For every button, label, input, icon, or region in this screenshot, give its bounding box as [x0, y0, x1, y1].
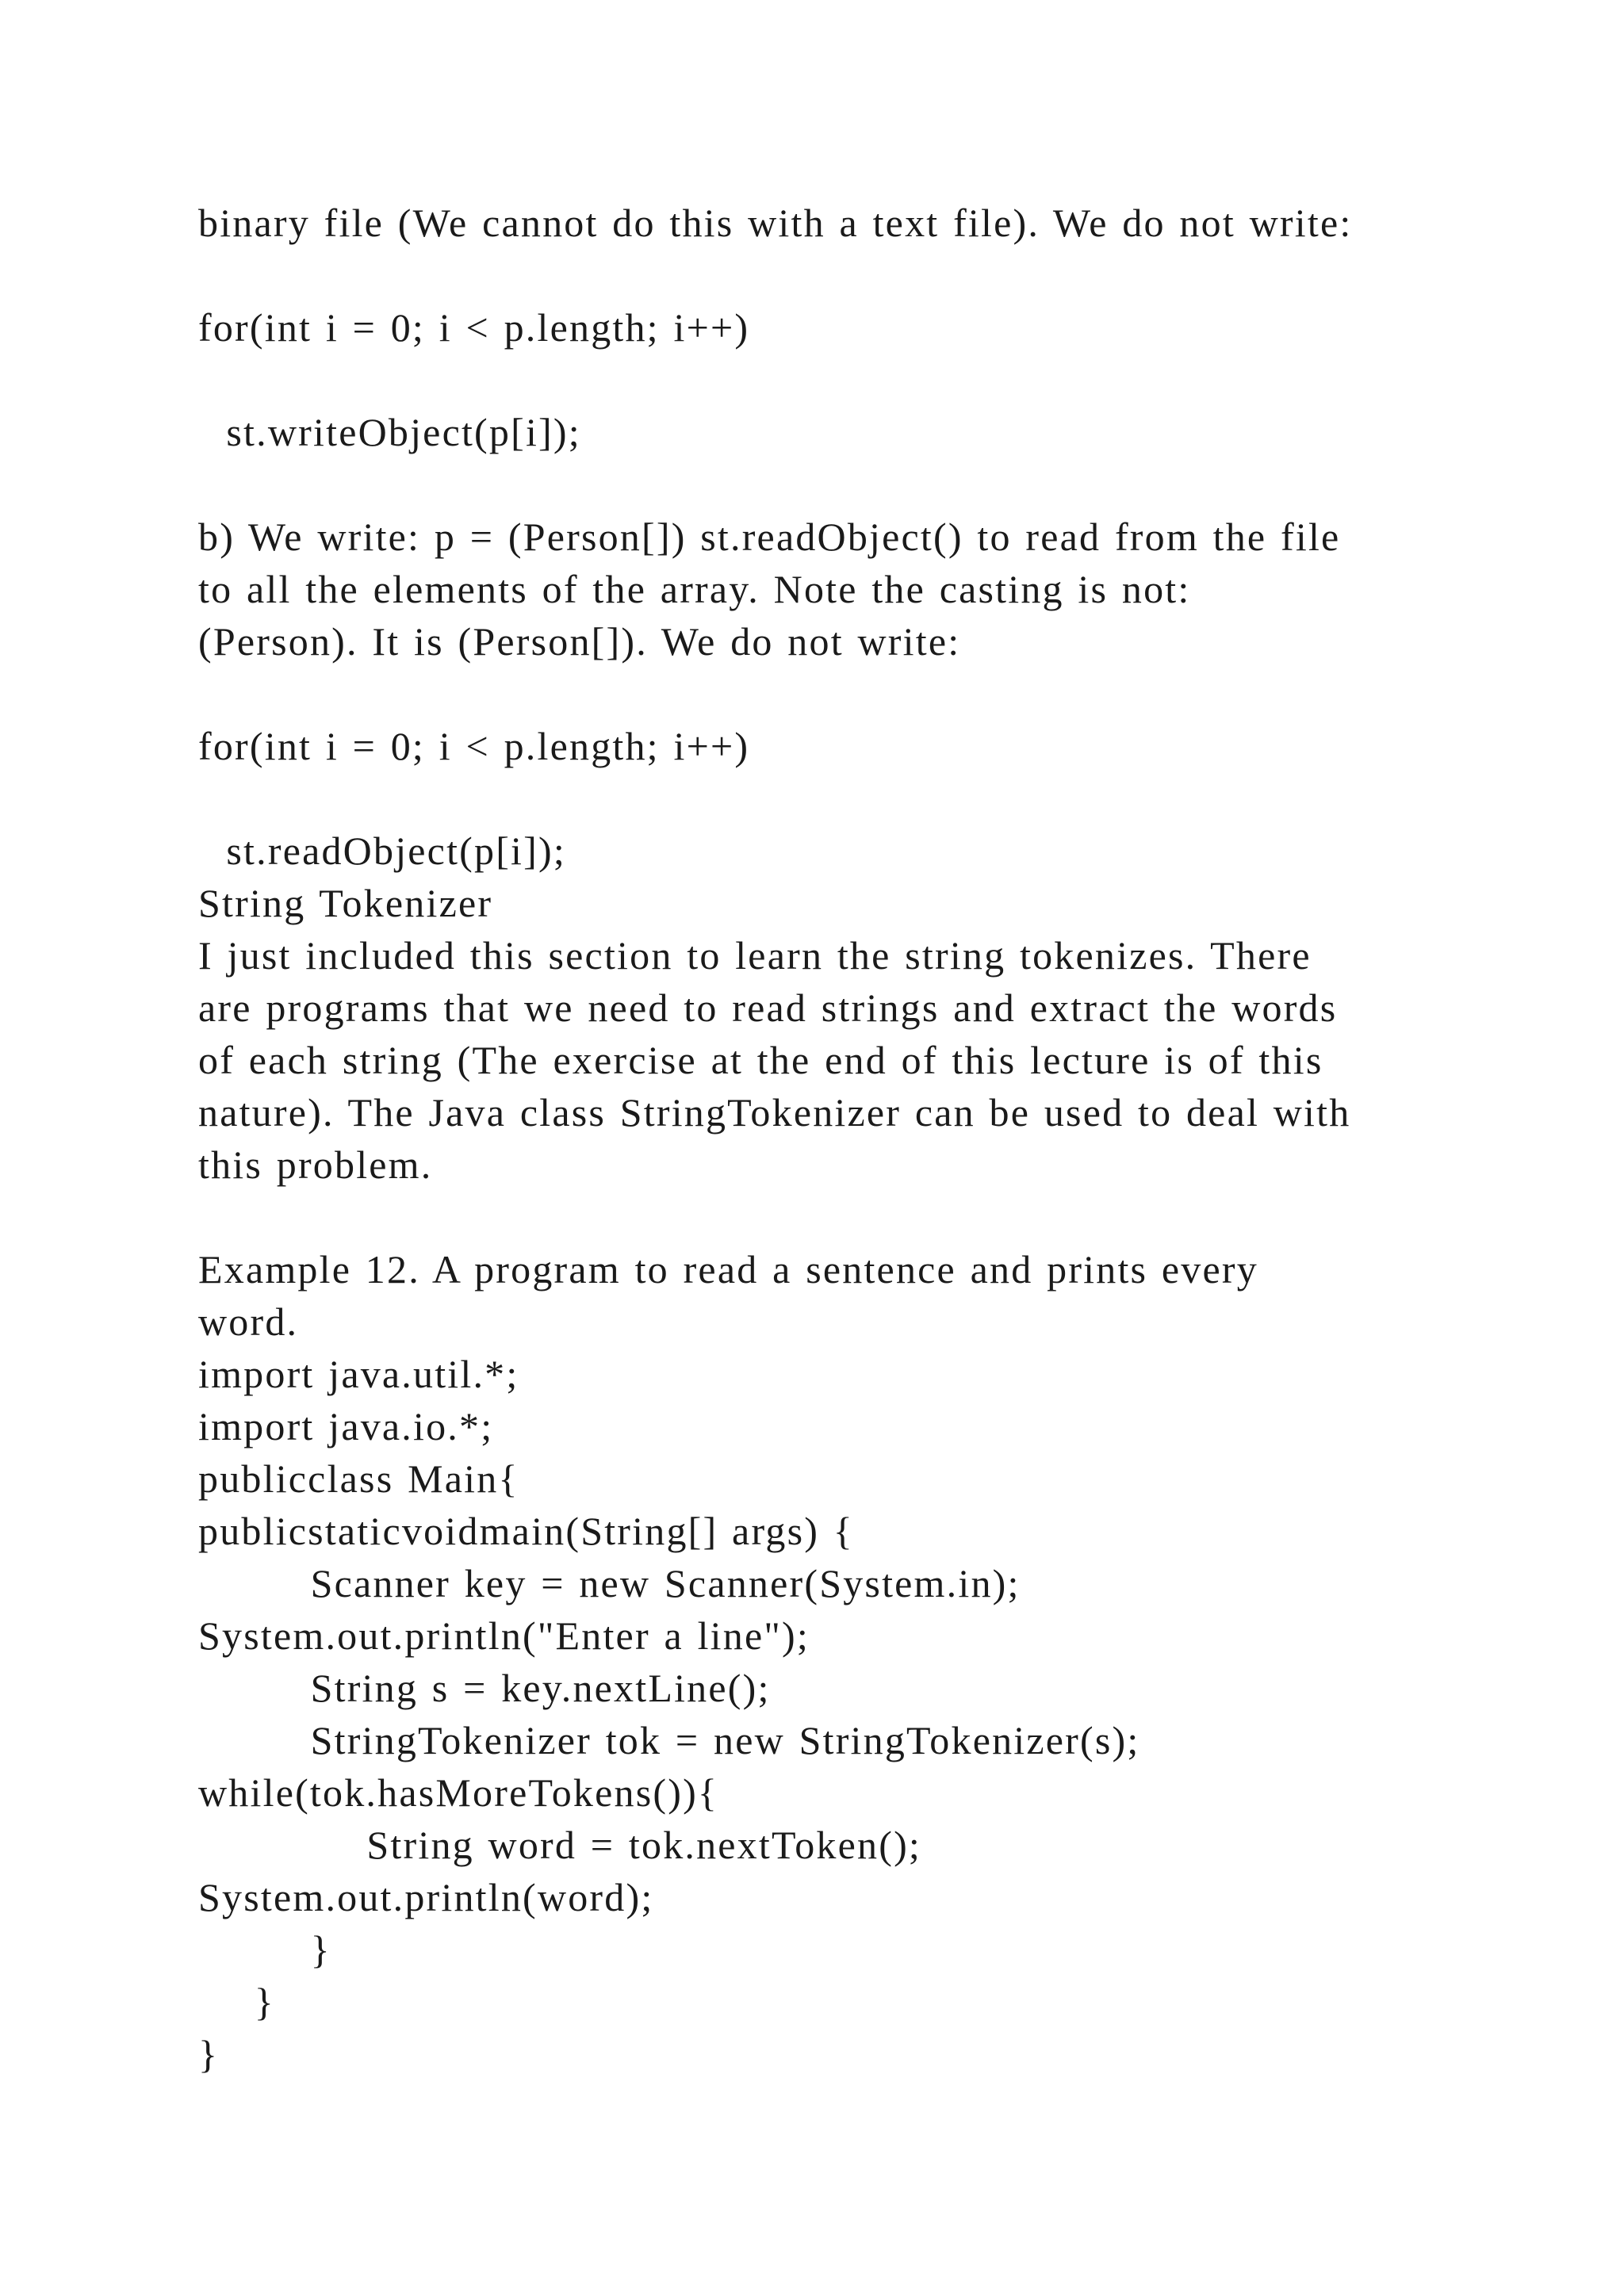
example-caption: word.	[198, 1299, 299, 1344]
code-line: Scanner key = new Scanner(System.in);	[198, 1561, 1021, 1605]
code-line: st.readObject(p[i]);	[198, 828, 566, 873]
code-line: StringTokenizer tok = new StringTokenizer(s);	[198, 1718, 1140, 1762]
paragraph-line: I just included this section to learn the string tokenizes. There	[198, 933, 1312, 978]
code-line: for(int i = 0; i < p.length; i++)	[198, 305, 750, 350]
code-line: for(int i = 0; i < p.length; i++)	[198, 724, 750, 768]
paragraph-line: are programs that we need to read strings and extract the words	[198, 985, 1338, 1030]
paragraph-line: nature). The Java class StringTokenizer can be used to deal with	[198, 1090, 1351, 1135]
paragraph-line: to all the elements of the array. Note the casting is not:	[198, 567, 1191, 611]
code-line: while(tok.hasMoreTokens()){	[198, 1770, 719, 1815]
code-line: import java.util.*;	[198, 1352, 519, 1396]
code-line: publicstaticvoidmain(String[] args) {	[198, 1509, 854, 1553]
paragraph-line: binary file (We cannot do this with a text file). We do not write:	[198, 201, 1353, 245]
code-line: String s = key.nextLine();	[198, 1666, 771, 1710]
paragraph-line: (Person). It is (Person[]). We do not write:	[198, 619, 961, 664]
section-heading: String Tokenizer	[198, 881, 493, 925]
paragraph-line: of each string (The exercise at the end of this lecture is of this	[198, 1038, 1323, 1082]
code-line: System.out.println("Enter a line");	[198, 1613, 810, 1658]
code-line: st.writeObject(p[i]);	[198, 410, 581, 454]
example-caption: Example 12. A program to read a sentence and prints every	[198, 1247, 1258, 1292]
code-line: }	[198, 2032, 220, 2076]
code-line: import java.io.*;	[198, 1404, 494, 1448]
paragraph-line: b) We write: p = (Person[]) st.readObject() to read from the file	[198, 515, 1341, 559]
code-line: publicclass Main{	[198, 1456, 519, 1501]
code-line: String word = tok.nextToken();	[198, 1823, 922, 1867]
code-line: }	[198, 1980, 275, 2024]
code-line: System.out.println(word);	[198, 1875, 654, 1919]
code-line: }	[198, 1927, 331, 1972]
paragraph-line: this problem.	[198, 1142, 433, 1187]
